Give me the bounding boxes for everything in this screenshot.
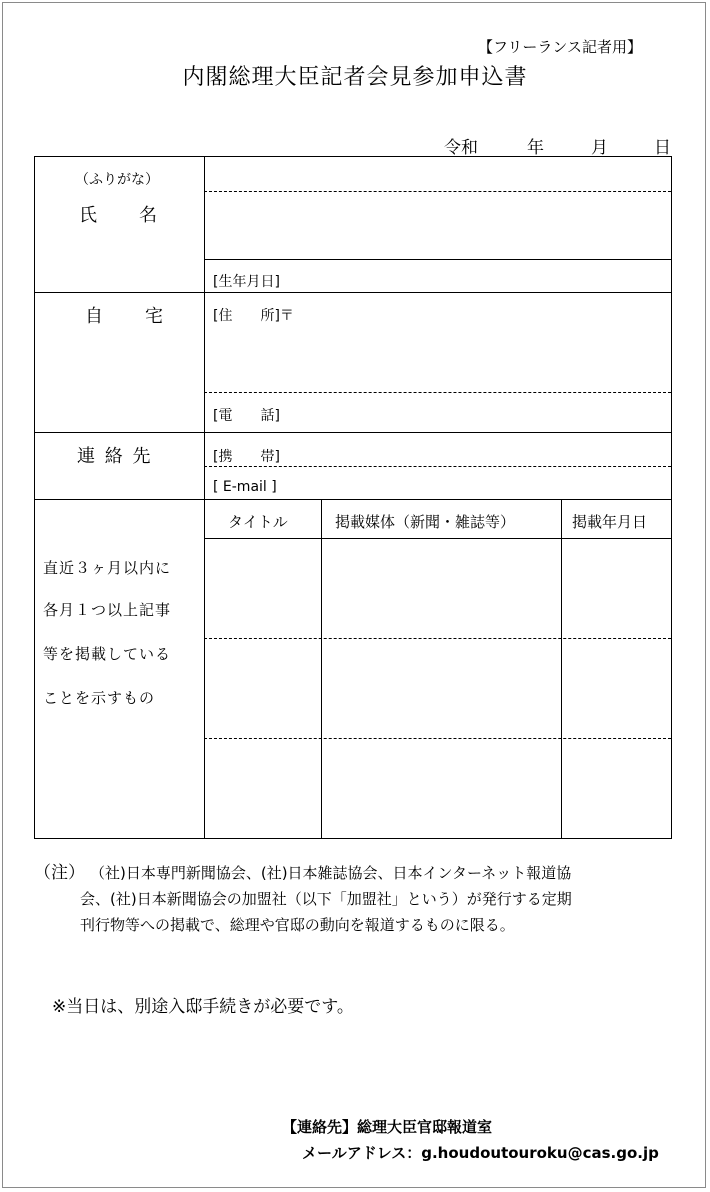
date-day: 日 [654,138,671,158]
article-cell[interactable] [322,740,560,837]
note-marker: （注） [34,863,85,883]
row-divider-name [35,292,671,293]
contact-label: 連 絡 先 [77,446,153,467]
form-type-tag: 【フリーランス記者用】 [478,38,642,56]
article-cell[interactable] [205,640,320,737]
article-cell[interactable] [562,640,671,737]
phone-field[interactable] [335,394,671,431]
note-line: 会、(社)日本新聞協会の加盟社（以下「加盟社」という）が発行する定期 [80,890,572,908]
name-label: 氏 名 [79,205,159,226]
contact-office: 【連絡先】総理大臣官邸報道室 [282,1118,493,1136]
row-divider-home [35,432,671,433]
article-cell[interactable] [322,640,560,737]
contact-dotted-line [204,466,671,467]
row-divider-contact [35,499,671,500]
home-label: 自 宅 [85,306,165,327]
birthdate-line [204,259,671,260]
articles-desc-line: 直近３ヶ月以内に [43,559,172,577]
phone-label: [電 話] [213,408,280,424]
article-cell[interactable] [205,740,320,837]
note-line: 刊行物等への掲載で、総理や官邸の動向を報道するものに限る。 [80,916,515,934]
name-field[interactable] [205,193,671,257]
email-label: [ E-mail ] [213,479,277,495]
col-header-title: タイトル [228,513,288,531]
articles-desc-line: ことを示すもの [43,689,156,707]
date-month: 月 [591,138,608,158]
address-label: [住 所]〒 [213,308,294,324]
page-title: 内閣総理大臣記者会見参加申込書 [182,65,528,90]
article-row-dotted-line [204,638,671,639]
col-header-date: 掲載年月日 [572,513,648,531]
address-dotted-line [204,392,671,393]
article-cell[interactable] [562,540,671,637]
note-line: （社)日本専門新聞協会、(社)日本雑誌協会、日本インターネット報道協 [90,864,572,882]
contact-email[interactable]: メールアドレス：g.houdoutouroku@cas.go.jp [302,1144,659,1162]
application-form [34,156,672,839]
address-field[interactable] [335,294,671,390]
furigana-label: （ふりがな） [75,172,159,188]
birthdate-field[interactable] [335,261,671,291]
article-cell[interactable] [322,540,560,637]
articles-desc-line: 等を掲載している [43,645,172,663]
date-era: 令和 [444,138,478,158]
col-header-media: 掲載媒体（新聞・雑誌等） [335,513,516,531]
articles-header-line [204,538,671,539]
mobile-label: [携 帯] [213,449,280,465]
article-row-dotted-line [204,738,671,739]
email-field[interactable] [335,468,671,498]
article-cell[interactable] [562,740,671,837]
article-cell[interactable] [205,540,320,637]
date-year: 年 [527,138,544,158]
mobile-field[interactable] [335,434,671,464]
furigana-field[interactable] [205,158,671,190]
articles-desc-line: 各月１つ以上記事 [43,601,172,619]
furigana-dotted-line [204,191,671,192]
birthdate-label: [生年月日] [213,274,280,290]
visit-remark: ※当日は、別途入邸手続きが必要です。 [52,997,354,1017]
